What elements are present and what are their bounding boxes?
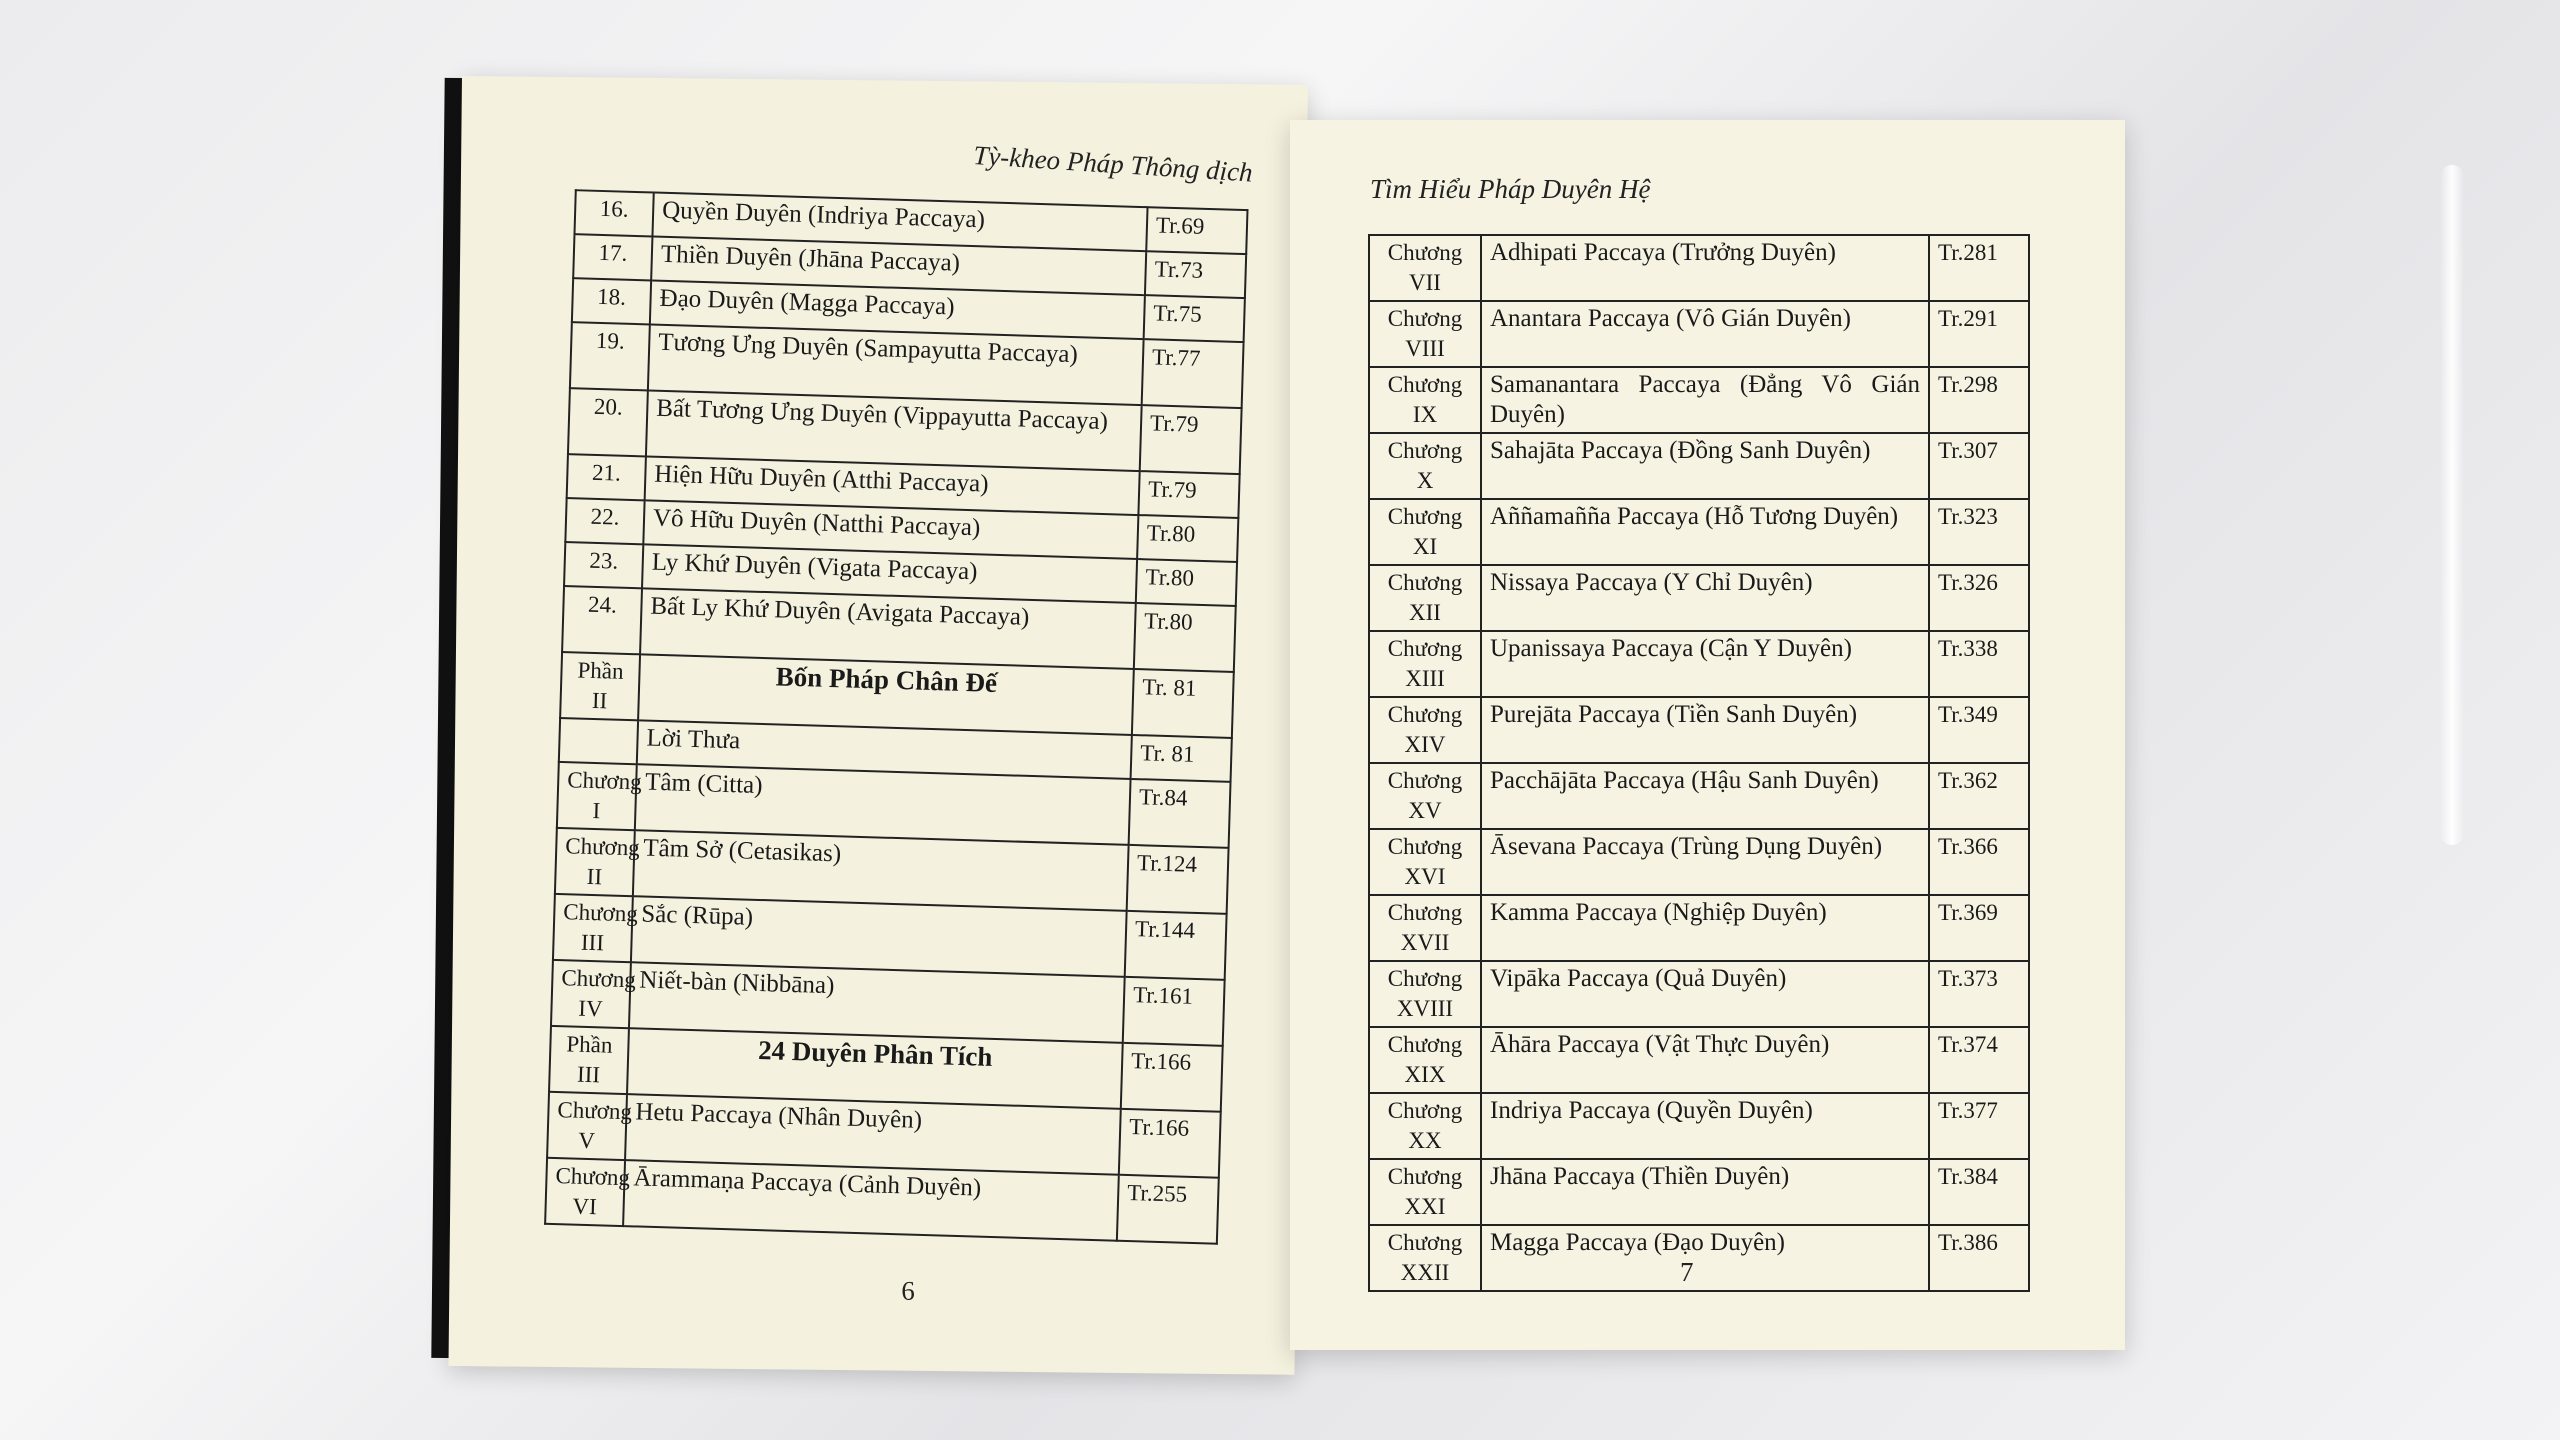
toc-entry-title: Tâm Sở (Cetasikas) — [633, 830, 1129, 911]
toc-entry-page: Tr.374 — [1929, 1027, 2029, 1093]
toc-entry-title: Quyền Duyên (Indriya Paccaya) — [652, 193, 1147, 252]
toc-entry-number — [559, 718, 638, 764]
toc-entry-number: Chương XII — [1369, 565, 1481, 631]
toc-entry-number: 24. — [562, 586, 642, 654]
right-page — [1290, 120, 2125, 1350]
toc-entry-number: 19. — [570, 322, 650, 390]
toc-entry-page: Tr.362 — [1929, 763, 2029, 829]
toc-entry-number: Phần II — [560, 652, 640, 720]
toc-entry-title: Vipāka Paccaya (Quả Duyên) — [1481, 961, 1929, 1027]
toc-entry-number: Chương X — [1369, 433, 1481, 499]
toc-entry-number: Chương III — [553, 894, 633, 962]
toc-row — [1369, 433, 2029, 499]
toc-entry-title: 24 Duyên Phân Tích — [627, 1028, 1123, 1109]
toc-entry-number: Chương XVI — [1369, 829, 1481, 895]
toc-entry-title: Āhāra Paccaya (Vật Thực Duyên) — [1481, 1027, 1929, 1093]
toc-entry-number: Chương II — [555, 828, 635, 896]
toc-entry-number: Chương I — [557, 762, 637, 830]
toc-entry-number: Chương XVII — [1369, 895, 1481, 961]
toc-entry-number: Chương XIV — [1369, 697, 1481, 763]
toc-entry-page: Tr.69 — [1146, 207, 1247, 254]
toc-entry-number: 16. — [574, 190, 653, 236]
toc-entry-number: Phần III — [549, 1026, 629, 1094]
toc-entry-title: Bất Ly Khứ Duyên (Avigata Paccaya) — [640, 588, 1136, 669]
toc-entry-number: 23. — [564, 542, 643, 588]
toc-table — [1368, 234, 2030, 1292]
toc-entry-title: Magga Paccaya (Đạo Duyên) — [1481, 1225, 1929, 1291]
toc-row — [1369, 499, 2029, 565]
toc-entry-page: Tr.80 — [1134, 603, 1236, 672]
left-page — [448, 76, 1307, 1375]
toc-entry-page: Tr. 81 — [1132, 669, 1234, 738]
toc-entry-page: Tr.338 — [1929, 631, 2029, 697]
toc-row — [1369, 565, 2029, 631]
toc-entry-title: Kamma Paccaya (Nghiệp Duyên) — [1481, 895, 1929, 961]
toc-entry-page: Tr.349 — [1929, 697, 2029, 763]
toc-entry-page: Tr.80 — [1137, 515, 1238, 562]
toc-entry-title: Purejāta Paccaya (Tiền Sanh Duyên) — [1481, 697, 1929, 763]
toc-row — [1369, 697, 2029, 763]
toc-entry-number: 20. — [568, 388, 648, 456]
toc-entry-title: Niết-bàn (Nibbāna) — [629, 962, 1125, 1043]
toc-entry-number: 18. — [572, 278, 651, 324]
toc-entry-title: Ly Khứ Duyên (Vigata Paccaya) — [642, 544, 1137, 603]
toc-entry-title: Jhāna Paccaya (Thiền Duyên) — [1481, 1159, 1929, 1225]
toc-entry-page: Tr.73 — [1145, 251, 1246, 298]
toc-entry-page: Tr.307 — [1929, 433, 2029, 499]
toc-row — [1369, 829, 2029, 895]
toc-entry-page: Tr.166 — [1121, 1043, 1223, 1112]
toc-row — [1369, 763, 2029, 829]
toc-entry-number: Chương XX — [1369, 1093, 1481, 1159]
toc-entry-page: Tr.80 — [1136, 559, 1237, 606]
toc-row — [1369, 1225, 2029, 1291]
toc-entry-number: Chương XIX — [1369, 1027, 1481, 1093]
toc-row — [1369, 301, 2029, 367]
toc-entry-title: Lời Thưa — [637, 720, 1132, 779]
toc-entry-page: Tr.75 — [1144, 295, 1245, 342]
toc-entry-page: Tr.366 — [1929, 829, 2029, 895]
toc-entry-title: Sahajāta Paccaya (Đồng Sanh Duyên) — [1481, 433, 1929, 499]
toc-entry-title: Adhipati Paccaya (Trưởng Duyên) — [1481, 235, 1929, 301]
toc-row — [1369, 235, 2029, 301]
toc-entry-page: Tr.373 — [1929, 961, 2029, 1027]
toc-entry-page: Tr.386 — [1929, 1225, 2029, 1291]
toc-row — [1369, 367, 2029, 433]
toc-entry-page: Tr.144 — [1125, 911, 1227, 980]
toc-entry-page: Tr.161 — [1123, 977, 1225, 1046]
toc-entry-page: Tr.326 — [1929, 565, 2029, 631]
running-head: Tỳ-kheo Pháp Thông dịch — [972, 140, 1254, 188]
toc-entry-page: Tr.79 — [1140, 405, 1242, 474]
toc-entry-number: Chương IV — [551, 960, 631, 1028]
toc-entry-title: Pacchājāta Paccaya (Hậu Sanh Duyên) — [1481, 763, 1929, 829]
toc-entry-title: Vô Hữu Duyên (Natthi Paccaya) — [643, 500, 1138, 559]
toc-row — [1369, 1027, 2029, 1093]
toc-entry-number: Chương VIII — [1369, 301, 1481, 367]
toc-entry-page: Tr.77 — [1142, 339, 1244, 408]
toc-entry-page: Tr.384 — [1929, 1159, 2029, 1225]
toc-table — [544, 189, 1248, 1245]
toc-entry-page: Tr.281 — [1929, 235, 2029, 301]
toc-entry-title: Samanantara Paccaya (Đẳng Vô Gián Duyên) — [1481, 367, 1929, 433]
toc-entry-number: Chương XIII — [1369, 631, 1481, 697]
toc-entry-title: Aññamañña Paccaya (Hỗ Tương Duyên) — [1481, 499, 1929, 565]
toc-entry-title: Anantara Paccaya (Vô Gián Duyên) — [1481, 301, 1929, 367]
toc-entry-number: Chương XXI — [1369, 1159, 1481, 1225]
toc-entry-page: Tr.84 — [1129, 779, 1231, 848]
toc-entry-title: Indriya Paccaya (Quyền Duyên) — [1481, 1093, 1929, 1159]
toc-entry-title: Tâm (Citta) — [635, 764, 1131, 845]
toc-row — [1369, 1093, 2029, 1159]
toc-entry-title: Upanissaya Paccaya (Cận Y Duyên) — [1481, 631, 1929, 697]
toc-entry-title: Đạo Duyên (Magga Paccaya) — [650, 280, 1145, 339]
toc-row — [1369, 961, 2029, 1027]
toc-entry-page: Tr.124 — [1127, 845, 1229, 914]
toc-entry-page: Tr.255 — [1117, 1175, 1219, 1244]
toc-entry-page: Tr.291 — [1929, 301, 2029, 367]
toc-entry-number: Chương XXII — [1369, 1225, 1481, 1291]
toc-entry-title: Bất Tương Ưng Duyên (Vippayutta Paccaya) — [646, 390, 1142, 471]
toc-entry-number: Chương XV — [1369, 763, 1481, 829]
toc-entry-title: Nissaya Paccaya (Y Chỉ Duyên) — [1481, 565, 1929, 631]
light-reflection — [2440, 165, 2464, 845]
toc-row — [1369, 631, 2029, 697]
toc-entry-page: Tr. 81 — [1131, 735, 1232, 782]
toc-row — [1369, 895, 2029, 961]
toc-entry-number: 22. — [565, 498, 644, 544]
toc-entry-page: Tr.79 — [1138, 471, 1239, 518]
toc-entry-number: Chương VI — [545, 1158, 625, 1226]
running-head: Tìm Hiểu Pháp Duyên Hệ — [1370, 174, 1651, 204]
toc-entry-number: 21. — [567, 454, 646, 500]
toc-entry-title: Tương Ưng Duyên (Sampayutta Paccaya) — [648, 324, 1144, 405]
toc-entry-title: Ārammaṇa Paccaya (Cảnh Duyên) — [623, 1160, 1119, 1241]
toc-entry-number: Chương IX — [1369, 367, 1481, 433]
toc-entry-title: Bốn Pháp Chân Đế — [638, 654, 1134, 735]
toc-entry-page: Tr.298 — [1929, 367, 2029, 433]
toc-entry-page: Tr.166 — [1119, 1109, 1221, 1178]
toc-entry-page: Tr.323 — [1929, 499, 2029, 565]
toc-entry-number: 17. — [573, 234, 652, 280]
toc-entry-title: Hiện Hữu Duyên (Atthi Paccaya) — [645, 456, 1140, 515]
toc-entry-number: Chương V — [547, 1092, 627, 1160]
toc-entry-title: Hetu Paccaya (Nhân Duyên) — [625, 1094, 1121, 1175]
toc-entry-page: Tr.377 — [1929, 1093, 2029, 1159]
page-number: 7 — [1680, 1257, 1694, 1287]
toc-entry-number: Chương VII — [1369, 235, 1481, 301]
toc-row — [1369, 1159, 2029, 1225]
toc-entry-page: Tr.369 — [1929, 895, 2029, 961]
toc-entry-title: Sắc (Rūpa) — [631, 896, 1127, 977]
toc-entry-number: Chương XVIII — [1369, 961, 1481, 1027]
toc-entry-title: Thiền Duyên (Jhāna Paccaya) — [651, 237, 1146, 296]
page-number: 6 — [901, 1275, 915, 1306]
toc-entry-number: Chương XI — [1369, 499, 1481, 565]
toc-entry-title: Āsevana Paccaya (Trùng Dụng Duyên) — [1481, 829, 1929, 895]
